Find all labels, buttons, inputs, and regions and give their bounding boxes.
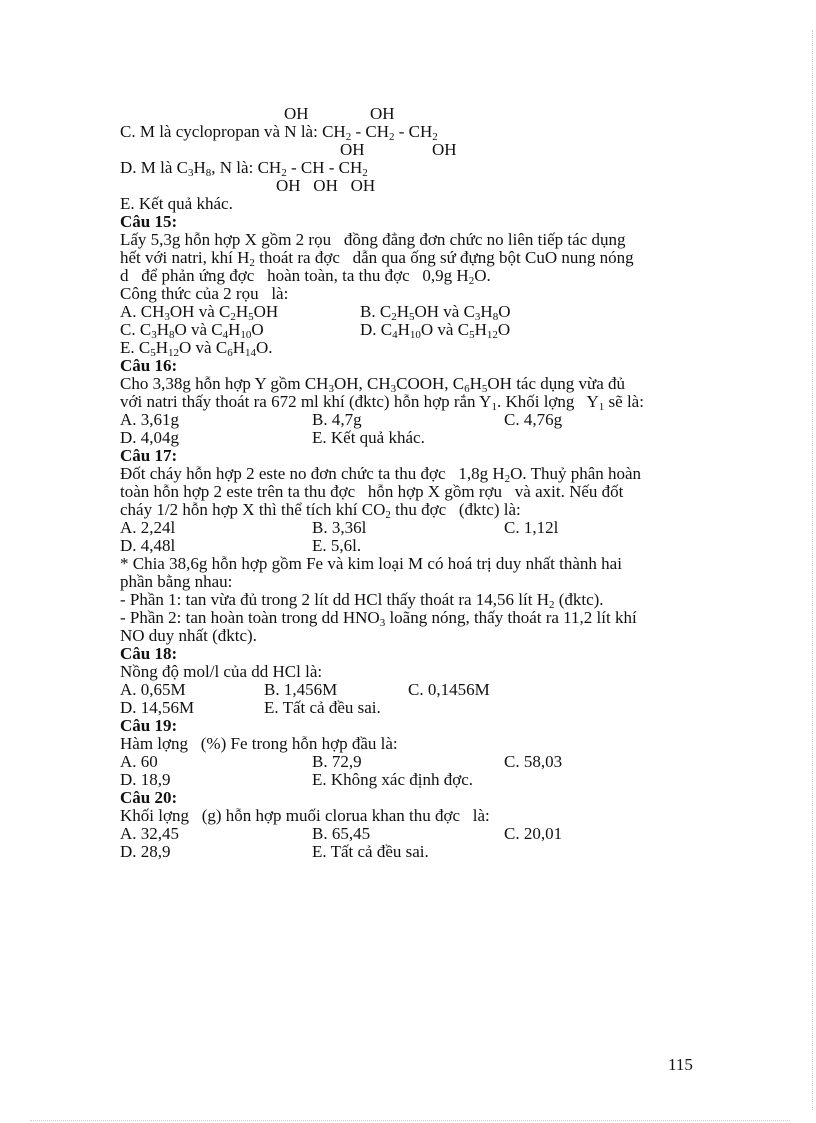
subscript: 8 [168,329,175,341]
page-number: 115 [668,1055,693,1074]
q18-option-b: B. 1,456M [264,680,338,699]
q16-option-d: D. 4,04g [120,428,180,447]
text-fragment: D. C [360,320,393,339]
subscript: 3 [164,311,170,323]
subscript: 5 [150,347,156,359]
q18-option-e: E. Tất cả đều sai. [264,698,381,717]
text-fragment: - Phần 1: tan vừa đủ trong 2 lít dd HCl thấy thoát ra 14,56 lít H [120,590,549,609]
text-fragment: Đốt cháy hỗn hợp 2 este no đơn chức ta thu đợc 1,8g H [120,464,505,483]
subscript: 2 [385,509,391,521]
subscript: 5 [469,329,475,341]
text-fragment: H [156,320,169,339]
q18-option-d: D. 14,56M [120,698,195,717]
subscript: 2 [548,599,555,611]
stem-text-line: NO duy nhất (đktc). [120,626,257,645]
subscript: 1 [598,401,605,413]
subscript: 10 [409,329,421,341]
subscript: 2 [230,311,236,323]
q20-option-b: B. 65,45 [312,824,371,843]
subscript: 4 [222,329,229,341]
text-fragment: H [397,320,410,339]
q18-option-c: C. 0,1456M [408,680,490,699]
q15-text-line: Lấy 5,3g hỗn hợp X gồm 2 rọu đồng đẳng đơn chức no liên tiếp tác dụng [120,230,626,249]
subscript: 4 [392,329,398,341]
text-fragment: H [474,320,487,339]
text-fragment: OH tác dụng vừa đủ [487,374,626,393]
oh-label: OH [370,104,395,123]
q19-option-b: B. 72,9 [312,752,362,771]
text-fragment: OH, CH [333,374,391,393]
text-fragment: O [497,320,511,339]
stem-text-line: phần bằng nhau: [120,572,233,591]
text-fragment: OH [253,302,279,321]
text-fragment: thu đợc (đktc) là: [390,500,521,519]
text-fragment: H [480,302,493,321]
q16-text-line [120,375,625,393]
text-fragment: H [228,320,241,339]
text-fragment: E. C [120,338,151,357]
q20-option-e: E. Tất cả đều sai. [312,842,429,861]
text-fragment: H [232,338,245,357]
text-fragment: B. C [360,302,392,321]
q17-option-c: C. 1,12l [504,518,559,537]
q18-option-a: A. 0,65M [120,680,186,699]
text-fragment: COOH, C [396,374,465,393]
q20-option-d: D. 28,9 [120,842,171,861]
option-e-line: E. Kết quả khác. [120,194,233,213]
q15-text-line: hết với natri, khí $H_2$ thoát ra đợc dẫn qua ống sứ đựng bột CuO nung nóng [120,248,634,269]
stem-text-line [120,609,637,627]
q17-option-d: D. 4,48l [120,536,176,555]
q20-text-line: Khối lợng (g) hỗn hợp muối clorua khan thu đợc là: [120,806,490,825]
text-fragment: O và C [174,320,223,339]
page-edge-divider [812,30,813,1110]
option-d-line: D. M là $C_3H_8$, N là: $CH_2$ - CH - $CH_2$ [120,158,368,179]
oh-label: OH [284,104,309,123]
question-17-title: Câu 17: [120,446,178,465]
q18-text-line: Nồng độ mol/l của dd HCl là: [120,662,323,681]
q17-option-e: E. 5,6l. [312,536,362,555]
subscript: 3 [390,383,397,395]
subscript: 3 [474,311,481,323]
q15-text-line: d để phản ứng đợc hoàn toàn, ta thu đợc 0,9g $H_2O$. [120,266,491,287]
q17-option-b: B. 3,36l [312,518,367,537]
text-fragment: Cho 3,38g hỗn hợp Y gồm CH [120,374,329,393]
q19-option-a: A. 60 [120,752,158,771]
subscript: 1 [491,401,497,413]
q16-option-e: E. Kết quả khác. [312,428,425,447]
q20-option-a: A. 32,45 [120,824,180,843]
q16-text-line [120,393,644,411]
q15-option-e [120,339,273,357]
q15-text-line: Công thức của 2 rọu là: [120,284,289,303]
text-fragment: O [498,302,511,321]
q17-text-line [120,465,641,483]
text-fragment: OH và C [414,302,475,321]
text-fragment: H [235,302,249,321]
question-18-title: Câu 18: [120,644,178,663]
oh-row: OH OH OH [276,176,376,195]
subscript: 12 [486,329,498,341]
text-fragment: H [155,338,169,357]
text-fragment: . Khối lợng Y [496,392,599,411]
q16-option-a: A. 3,61g [120,410,180,429]
subscript: 12 [168,347,180,359]
subscript: 3 [379,617,386,629]
q20-option-c: C. 20,01 [504,824,563,843]
text-fragment: O. [255,338,273,357]
question-19-title: Câu 19: [120,716,178,735]
question-15-title: Câu 15: [120,212,178,231]
q19-option-e: E. Không xác định đợc. [312,770,474,789]
text-fragment: loãng nóng, thấy thoát ra 11,2 lít khí [385,608,637,627]
q15-option-d [360,321,510,339]
subscript: 8 [492,311,499,323]
q19-text-line: Hàm lợng (%) Fe trong hỗn hợp đầu là: [120,734,398,753]
text-fragment: O và C [420,320,470,339]
text-fragment: - Phần 2: tan hoàn toàn trong dd HNO [120,608,380,627]
text-fragment: sẽ là: [604,392,644,411]
question-20-title: Câu 20: [120,788,178,807]
subscript: 5 [481,383,488,395]
text-fragment: H [469,374,482,393]
subscript: 5 [248,311,254,323]
page-edge-divider [30,1120,790,1121]
subscript: 5 [408,311,415,323]
text-fragment: A. CH [120,302,165,321]
q15-option-c [120,321,264,339]
text-fragment: O. Thuỷ phân hoàn [510,464,642,483]
q15-option-a [120,303,278,321]
text-fragment: với natri thấy thoát ra 672 ml khí (đktc) hỗn hợp rắn Y [120,392,492,411]
oh-label: OH [340,140,365,159]
q19-option-d: D. 18,9 [120,770,171,789]
stem-text-line: * Chia 38,6g hỗn hợp gồm Fe và kim loại M có hoá trị duy nhất thành hai [120,554,622,573]
q17-option-a: A. 2,24l [120,518,176,537]
question-16-title: Câu 16: [120,356,178,375]
q17-text-line: toàn hỗn hợp 2 este trên ta thu đợc hỗn hợp X gồm rợu và axit. Nếu đốt [120,482,624,501]
subscript: 2 [391,311,397,323]
q19-option-c: C. 58,03 [504,752,563,771]
text-fragment: cháy 1/2 hỗn hợp X thì thể tích khí CO [120,500,386,519]
q17-text-line [120,501,521,519]
subscript: 2 [504,473,511,485]
option-c-line: C. M là cyclopropan và N là: $CH_2 - CH_2 - CH_2$ [120,122,438,143]
subscript: 10 [240,329,252,341]
subscript: 3 [328,383,334,395]
subscript: 6 [227,347,233,359]
q16-option-b: B. 4,7g [312,410,362,429]
text-fragment: (đktc). [554,590,604,609]
oh-label: OH [432,140,457,159]
q16-option-c: C. 4,76g [504,410,563,429]
subscript: 6 [464,383,470,395]
text-fragment: C. C [120,320,152,339]
text-fragment: H [396,302,409,321]
text-fragment: O và C [179,338,228,357]
q15-option-b [360,303,510,321]
stem-text-line [120,591,604,609]
text-fragment: OH và C [169,302,231,321]
subscript: 3 [151,329,157,341]
subscript: 14 [244,347,256,359]
text-fragment: O [251,320,264,339]
